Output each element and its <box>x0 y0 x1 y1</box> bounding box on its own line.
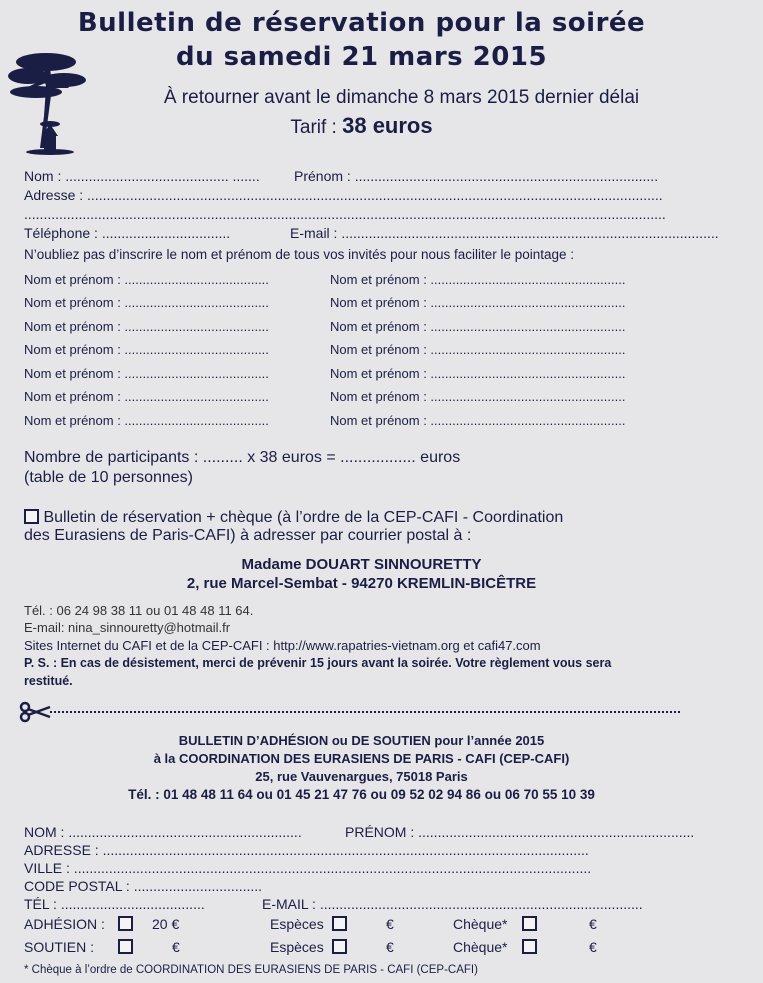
table-note: (table de 10 personnes) <box>24 469 193 486</box>
recipient-address: 2, rue Marcel-Sembat - 94270 KREMLIN-BICÊTRE <box>186 575 537 592</box>
adhesion-label: ADHÉSION : <box>24 916 105 932</box>
guest-field[interactable]: Nom et prénom : ...................................................... <box>330 295 626 310</box>
telephone-field[interactable]: Téléphone : ................................. <box>24 225 231 241</box>
adresse-line-2[interactable]: ..................................................................................................................................................................... <box>24 206 666 222</box>
deadline-text: À retourner avant le dimanche 8 mars 2015 dernier délai <box>163 87 640 108</box>
guest-field[interactable]: Nom et prénom : ...................................................... <box>330 319 626 334</box>
guest-field[interactable]: Nom et prénom : ........................................ <box>24 272 269 287</box>
participants-field[interactable]: Nombre de participants : ......... x 38 euros = ................. euros <box>24 449 461 466</box>
especes-checkbox[interactable] <box>332 939 347 954</box>
guest-field[interactable]: Nom et prénom : ...................................................... <box>330 342 626 357</box>
cut-line <box>50 711 680 713</box>
adhesion-nom-field[interactable]: NOM : ............................................................ <box>24 824 302 840</box>
invite-note: N’oubliez pas d’inscrire le nom et prénom de tous vos invités pour nous faciliter le pointage : <box>24 247 575 262</box>
guest-field[interactable]: Nom et prénom : ........................................ <box>24 295 269 310</box>
tarif-label: Tarif : <box>290 117 337 138</box>
ps-line-1: P. S. : En cas de désistement, merci de prévenir 15 jours avant la soirée. Votre règlement vous sera <box>24 656 612 670</box>
guest-field[interactable]: Nom et prénom : ...................................................... <box>330 272 626 287</box>
adhesion-address: 25, rue Vauvenargues, 75018 Paris <box>255 769 468 784</box>
adhesion-ville-field[interactable]: VILLE : ..................................................................................................................................... <box>24 860 592 876</box>
adhesion-cp-field[interactable]: CODE POSTAL : ................................. <box>24 878 263 894</box>
guest-field[interactable]: Nom et prénom : ........................................ <box>24 342 269 357</box>
cheque-label: Chèque* <box>453 939 508 955</box>
adhesion-email-field[interactable]: E-MAIL : ................................................................................... <box>262 896 643 912</box>
adhesion-checkbox[interactable] <box>118 916 133 931</box>
cheque-label: Chèque* <box>453 916 508 932</box>
postal-checkbox[interactable] <box>24 509 39 524</box>
prenom-field[interactable]: Prénom : .............................................................................. <box>294 168 659 184</box>
postal-line-2: des Eurasiens de Paris-CAFI) à adresser par courrier postal à : <box>24 527 472 544</box>
guest-field[interactable]: Nom et prénom : ........................................ <box>24 389 269 404</box>
adhesion-title-1: BULLETIN D’ADHÉSION ou DE SOUTIEN pour l’année 2015 <box>178 733 545 748</box>
adhesion-tel-field[interactable]: TÉL : ..................................... <box>24 896 205 912</box>
postal-text-1: Bulletin de réservation + chèque (à l’ordre de la CEP-CAFI - Coordination <box>43 509 564 526</box>
guest-field[interactable]: Nom et prénom : ........................................ <box>24 319 269 334</box>
tarif-value: 38 euros <box>342 113 433 138</box>
guest-field[interactable]: Nom et prénom : ........................................ <box>24 413 269 428</box>
adhesion-amount: 20 € <box>152 916 180 932</box>
email-field[interactable]: E-mail : ................................................................................................. <box>290 225 719 241</box>
especes-label: Espèces <box>270 939 324 955</box>
nom-field[interactable]: Nom : .......................................... ....... <box>24 168 260 184</box>
guest-field[interactable]: Nom et prénom : ........................................ <box>24 366 269 381</box>
euro-sign: € <box>386 939 394 955</box>
contact-sites: Sites Internet du CAFI et de la CEP-CAFI : http://www.rapatries-vietnam.org et cafi47.com <box>24 638 541 653</box>
guest-field[interactable]: Nom et prénom : ...................................................... <box>330 413 626 428</box>
title-line-2: du samedi 21 mars 2015 <box>175 42 548 72</box>
euro-sign: € <box>386 916 394 932</box>
adresse-field[interactable]: Adresse : .................................................................................................................................................... <box>24 187 663 203</box>
cheque-checkbox[interactable] <box>522 939 537 954</box>
postal-line-1 <box>24 509 563 527</box>
adhesion-prenom-field[interactable]: PRÉNOM : ....................................................................... <box>345 824 695 840</box>
guest-field[interactable]: Nom et prénom : ...................................................... <box>330 389 626 404</box>
tarif-line <box>0 113 723 139</box>
scissors-icon <box>20 702 52 722</box>
recipient-name: Madame DOUART SINNOURETTY <box>241 556 482 573</box>
contact-email: E-mail: nina_sinnouretty@hotmail.fr <box>24 620 231 635</box>
soutien-amount: € <box>172 939 180 955</box>
cheque-checkbox[interactable] <box>522 916 537 931</box>
footnote: * Chèque à l’ordre de COORDINATION DES EURASIENS DE PARIS - CAFI (CEP-CAFI) <box>24 964 478 976</box>
ps-line-2: restitué. <box>24 674 73 688</box>
soutien-label: SOUTIEN : <box>24 939 95 955</box>
adhesion-tel: Tél. : 01 48 48 11 64 ou 01 45 21 47 76 ou 09 52 02 94 86 ou 06 70 55 10 39 <box>128 787 595 802</box>
guest-field[interactable]: Nom et prénom : ...................................................... <box>330 366 626 381</box>
adhesion-title-2: à la COORDINATION DES EURASIENS DE PARIS - CAFI (CEP-CAFI) <box>153 751 570 766</box>
euro-sign: € <box>589 916 597 932</box>
especes-label: Espèces <box>270 916 324 932</box>
euro-sign: € <box>589 939 597 955</box>
adhesion-adresse-field[interactable]: ADRESSE : ............................................................................................................................. <box>24 842 589 858</box>
especes-checkbox[interactable] <box>332 916 347 931</box>
title-line-1: Bulletin de réservation pour la soirée <box>77 8 646 38</box>
contact-tel: Tél. : 06 24 98 38 11 ou 01 48 48 11 64. <box>24 603 254 618</box>
soutien-checkbox[interactable] <box>118 939 133 954</box>
